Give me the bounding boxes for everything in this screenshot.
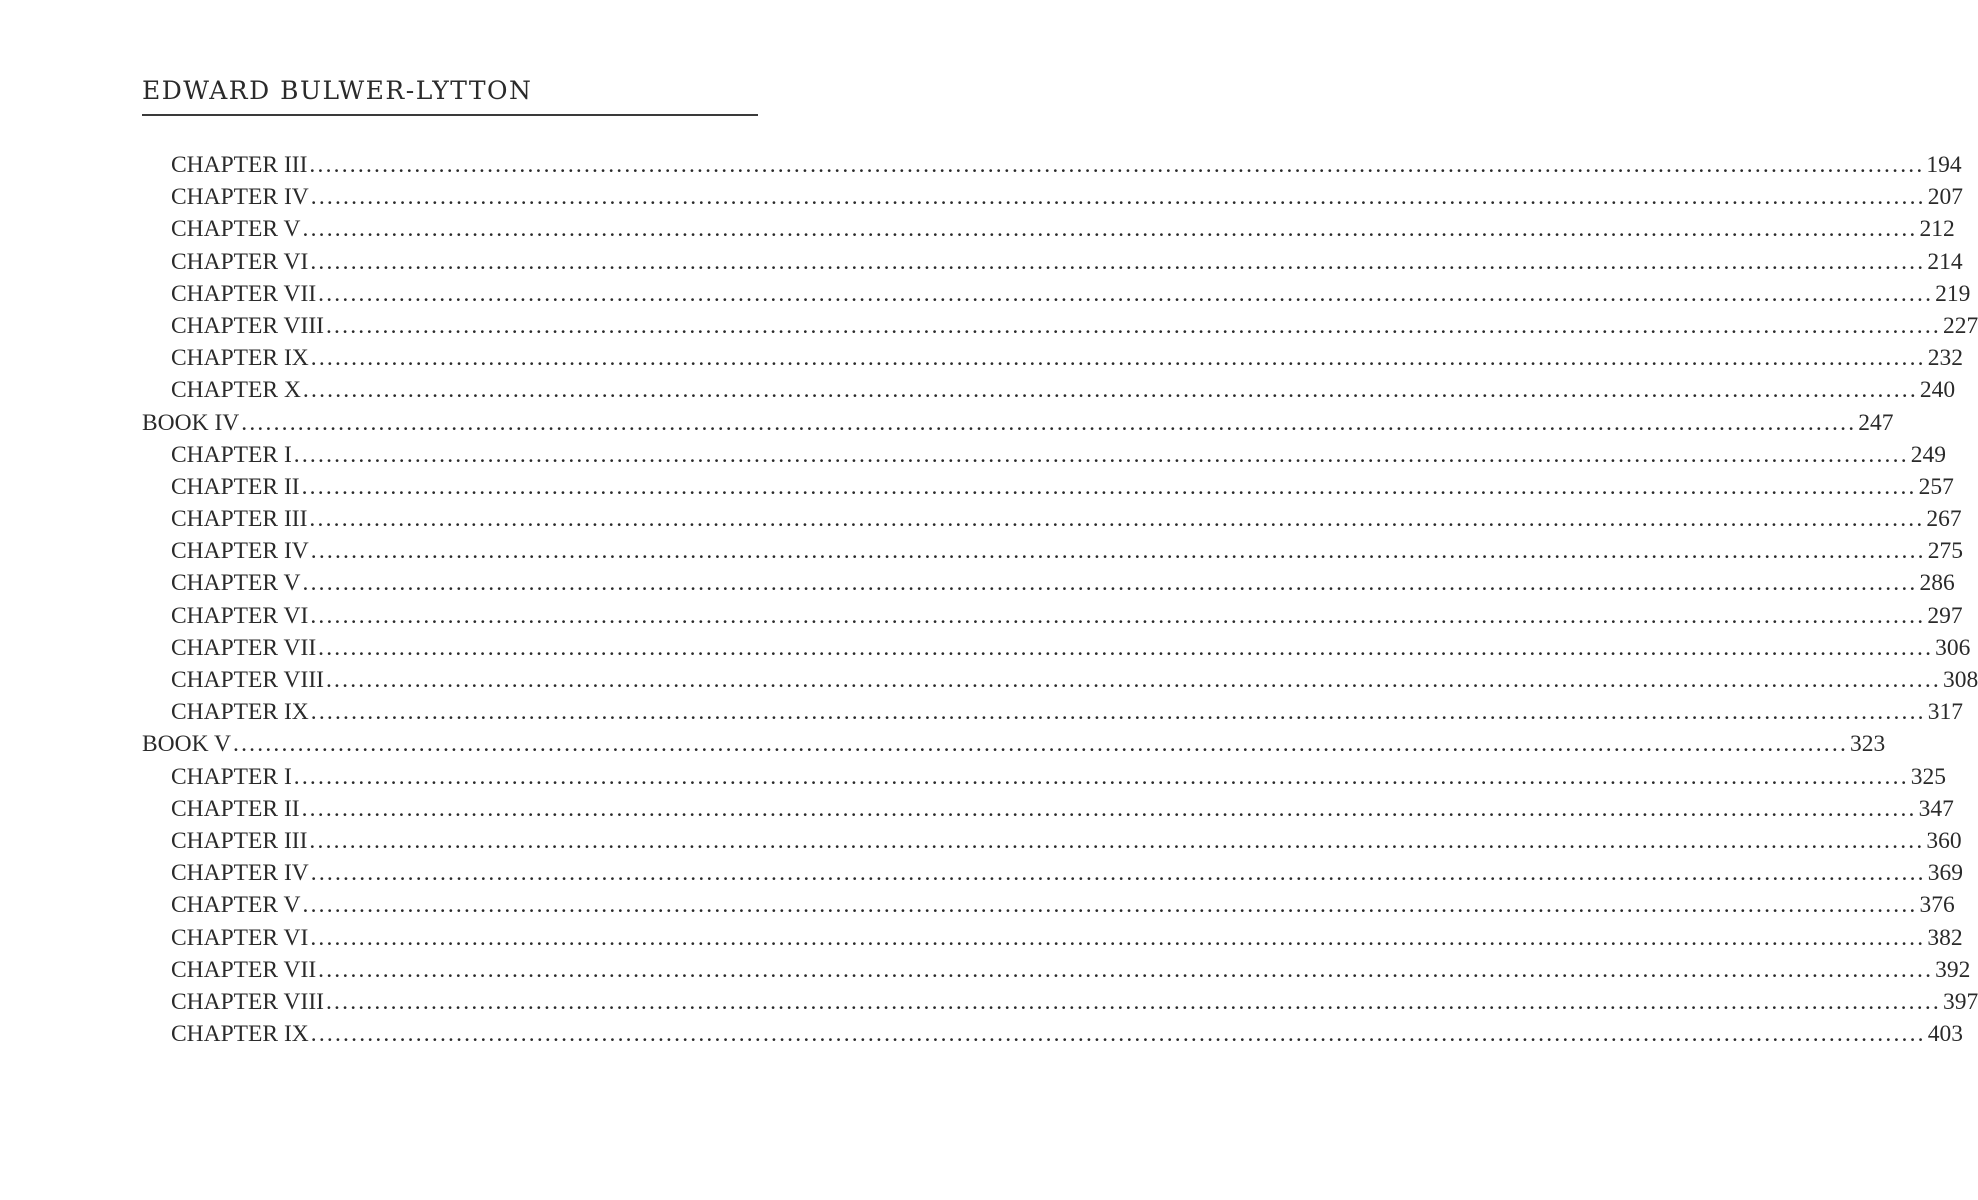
toc-chapter-entry <box>142 696 1963 728</box>
toc-page-number: 369 <box>1927 860 1963 887</box>
toc-chapter-entry <box>142 181 1963 213</box>
toc-page-number: 347 <box>1918 795 1954 822</box>
toc-page-number: 308 <box>1942 667 1978 693</box>
toc-page-number: 194 <box>1926 152 1962 178</box>
toc-chapter-entry <box>142 889 1955 921</box>
toc-chapter-entry <box>142 310 1978 342</box>
toc-page-number: 227 <box>1942 312 1978 339</box>
toc-dot-leader: ........................................................................................................................................................................................................ <box>302 377 1918 404</box>
toc-chapter-entry <box>142 857 1963 889</box>
toc-chapter-entry <box>142 503 1962 535</box>
toc-dot-leader: ........................................................................................................................................................................................................ <box>310 699 1926 726</box>
toc-entry-label: CHAPTER III <box>171 506 308 533</box>
toc-entry-label: CHAPTER III <box>171 152 308 178</box>
toc-dot-leader: ........................................................................................................................................................................................................ <box>325 667 1941 693</box>
toc-entry-label: CHAPTER II <box>171 795 300 822</box>
toc-dot-leader: ........................................................................................................................................................................................................ <box>233 731 1849 758</box>
toc-entry-label: CHAPTER VII <box>171 956 317 983</box>
toc-entry-label: CHAPTER I <box>171 763 292 790</box>
toc-entry-label: CHAPTER III <box>171 827 308 854</box>
toc-page-number: 297 <box>1927 602 1963 629</box>
toc-entry-label: BOOK IV <box>142 409 240 436</box>
toc-dot-leader: ........................................................................................................................................................................................................ <box>301 795 1917 822</box>
toc-dot-leader: ........................................................................................................................................................................................................ <box>309 152 1925 178</box>
toc-page-number: 317 <box>1927 699 1963 726</box>
toc-page-number: 286 <box>1919 570 1955 597</box>
toc-entry-label: CHAPTER VI <box>171 924 309 951</box>
toc-page-number: 212 <box>1919 216 1955 243</box>
toc-entry-label: BOOK V <box>142 731 232 758</box>
toc-page-number: 397 <box>1942 988 1978 1015</box>
toc-entry-label: CHAPTER X <box>171 377 301 404</box>
toc-dot-leader: ........................................................................................................................................................................................................ <box>241 409 1857 436</box>
toc-entry-label: CHAPTER IX <box>171 699 309 726</box>
toc-page-number: 275 <box>1927 538 1963 565</box>
toc-chapter-entry <box>142 1018 1963 1050</box>
toc-entry-label: CHAPTER VI <box>171 602 309 629</box>
toc-dot-leader: ........................................................................................................................................................................................................ <box>325 988 1941 1015</box>
toc-page-number: 257 <box>1918 473 1954 500</box>
toc-entry-label: CHAPTER IV <box>171 860 309 887</box>
toc-chapter-entry <box>142 664 1978 696</box>
toc-entry-label: CHAPTER I <box>171 441 292 468</box>
toc-chapter-entry <box>142 825 1962 857</box>
toc-chapter-entry <box>142 471 1954 503</box>
toc-entry-label: CHAPTER IX <box>171 345 309 372</box>
toc-dot-leader: ........................................................................................................................................................................................................ <box>310 184 1926 211</box>
toc-chapter-entry <box>142 439 1947 471</box>
toc-entry-label: CHAPTER VII <box>171 634 317 661</box>
toc-page-number: 376 <box>1919 892 1955 919</box>
toc-dot-leader: ........................................................................................................................................................................................................ <box>310 860 1926 887</box>
toc-page-number: 207 <box>1927 184 1963 211</box>
toc-chapter-entry <box>142 246 1963 278</box>
toc-entry-label: CHAPTER II <box>171 473 300 500</box>
toc-dot-leader: ........................................................................................................................................................................................................ <box>325 312 1941 339</box>
toc-dot-leader: ........................................................................................................................................................................................................ <box>310 1021 1926 1048</box>
toc-page-number: 323 <box>1850 731 1886 758</box>
toc-dot-leader: ........................................................................................................................................................................................................ <box>310 345 1926 372</box>
toc-chapter-entry <box>142 149 1962 181</box>
toc-dot-leader: ........................................................................................................................................................................................................ <box>318 956 1934 983</box>
toc-entry-label: CHAPTER VI <box>171 248 309 275</box>
toc-chapter-entry <box>142 793 1954 825</box>
toc-chapter-entry <box>142 278 1971 310</box>
toc-chapter-entry <box>142 632 1971 664</box>
toc-chapter-entry <box>142 213 1955 245</box>
toc-entry-label: CHAPTER VIII <box>171 667 324 693</box>
toc-dot-leader: ........................................................................................................................................................................................................ <box>310 248 1926 275</box>
toc-entry-label: CHAPTER IX <box>171 1021 309 1048</box>
toc-chapter-entry <box>142 986 1978 1018</box>
toc-dot-leader: ........................................................................................................................................................................................................ <box>309 506 1925 533</box>
toc-dot-leader: ........................................................................................................................................................................................................ <box>301 473 1917 500</box>
toc-page-number: 403 <box>1927 1021 1963 1048</box>
toc-page-number: 392 <box>1935 956 1971 983</box>
toc-page-number: 247 <box>1858 409 1894 436</box>
toc-dot-leader: ........................................................................................................................................................................................................ <box>293 441 1909 468</box>
toc-page-number: 325 <box>1910 763 1947 790</box>
toc-dot-leader: ........................................................................................................................................................................................................ <box>293 763 1909 790</box>
toc-dot-leader: ........................................................................................................................................................................................................ <box>310 924 1926 951</box>
toc-page-number: 249 <box>1910 441 1947 468</box>
toc-entry-label: CHAPTER V <box>171 570 301 597</box>
toc-chapter-entry <box>142 342 1963 374</box>
toc-entry-label: CHAPTER V <box>171 892 301 919</box>
toc-page-number: 240 <box>1919 377 1956 404</box>
toc-entry-label: CHAPTER IV <box>171 538 309 565</box>
toc-page-number: 306 <box>1935 634 1971 661</box>
toc-page-number: 360 <box>1926 827 1962 854</box>
toc-chapter-entry <box>142 922 1963 954</box>
toc-chapter-entry <box>142 567 1955 599</box>
toc-entry-label: CHAPTER VII <box>171 280 317 307</box>
toc-chapter-entry <box>142 374 1956 406</box>
toc-dot-leader: ........................................................................................................................................................................................................ <box>309 827 1925 854</box>
toc-dot-leader: ........................................................................................................................................................................................................ <box>318 634 1934 661</box>
toc-chapter-entry <box>142 954 1971 986</box>
toc-page-number: 219 <box>1935 280 1971 307</box>
toc-page-number: 214 <box>1927 248 1963 275</box>
toc-page-number: 382 <box>1927 924 1963 951</box>
toc-chapter-entry <box>142 761 1947 793</box>
toc-entry-label: CHAPTER IV <box>171 184 309 211</box>
running-title: EDWARD BULWER-LYTTON <box>142 76 533 105</box>
toc-dot-leader: ........................................................................................................................................................................................................ <box>318 280 1934 307</box>
toc-dot-leader: ........................................................................................................................................................................................................ <box>310 538 1926 565</box>
toc-chapter-entry <box>142 535 1963 567</box>
table-of-contents <box>142 149 1978 1050</box>
toc-dot-leader: ........................................................................................................................................................................................................ <box>302 570 1918 597</box>
toc-book-entry <box>142 728 1886 760</box>
toc-entry-label: CHAPTER V <box>171 216 301 243</box>
toc-dot-leader: ........................................................................................................................................................................................................ <box>302 216 1918 243</box>
toc-entry-label: CHAPTER VIII <box>171 312 324 339</box>
toc-dot-leader: ........................................................................................................................................................................................................ <box>310 602 1926 629</box>
toc-page-number: 232 <box>1927 345 1963 372</box>
toc-book-entry <box>142 407 1894 439</box>
toc-entry-label: CHAPTER VIII <box>171 988 324 1015</box>
toc-dot-leader: ........................................................................................................................................................................................................ <box>302 892 1918 919</box>
toc-chapter-entry <box>142 600 1963 632</box>
toc-page-number: 267 <box>1926 506 1962 533</box>
running-header <box>142 74 758 116</box>
